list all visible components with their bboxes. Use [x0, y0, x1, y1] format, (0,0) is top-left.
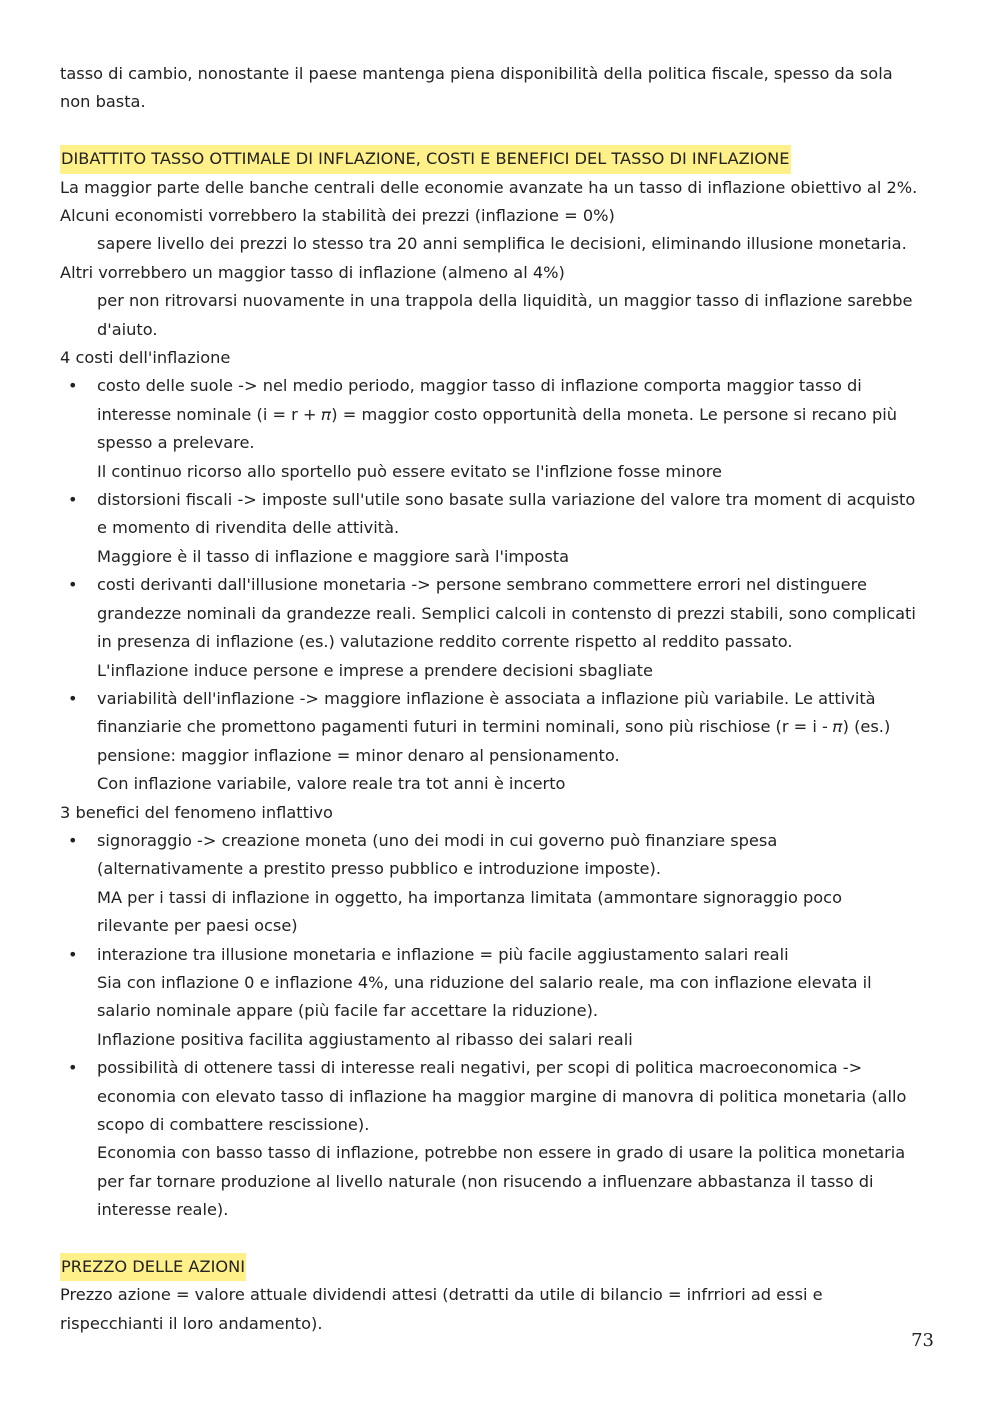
- list-item-line: costo delle suole -> nel medio periodo, maggior tasso di inflazione comporta maggior tasso di: [97, 376, 862, 396]
- list-item-line: grandezze nominali da grandezze reali. Semplici calcoli in contenstо di prezzi stabili, sono complicati: [97, 603, 916, 623]
- list-item-line: possibilità di ottenere tassi di interesse reali negativi, per scopi di politica macroeconomica ->: [97, 1058, 863, 1078]
- benefits-list: [60, 827, 940, 1225]
- list-item-line: interesse reale).: [97, 1200, 229, 1220]
- list-item-line: costi derivanti dall'illusione monetaria -> persone sembrano commettere errori nel distinguere: [97, 575, 867, 595]
- list-item-line: variabilità dell'inflazione -> maggiore inflazione è associata a inflazione più variabile. Le attività: [97, 688, 876, 708]
- paragraph: La maggior parte delle banche centrali delle economie avanzate ha un tasso di inflazione obiettivo al 2%.: [60, 177, 918, 197]
- paragraph-gap: [60, 117, 940, 145]
- list-item-line: MA per i tassi di inflazione in oggetto, ha importanza limitata (ammontare signoraggio poco: [97, 887, 842, 907]
- list-item-line: interesse nominale (i = r + 𝜋) = maggior costo opportunità della moneta. Le persone si recano più: [97, 404, 897, 424]
- list-item-line: Con inflazione variabile, valore reale tra tot anni è incerto: [97, 774, 566, 794]
- section-heading-wrapper: [60, 1253, 940, 1281]
- list-item: [60, 827, 940, 941]
- list-title-costs: 4 costi dell'inflazione: [60, 348, 231, 368]
- page-number: 73: [911, 1330, 934, 1351]
- indented-paragraph: per non ritrovarsi nuovamente in una trappola della liquidità, un maggior tasso di inflazione sarebbe: [97, 291, 913, 311]
- indented-paragraph: sapere livello dei prezzi lo stesso tra 20 anni semplifica le decisioni, eliminando illusione monetaria.: [97, 234, 907, 254]
- intro-line: tasso di cambio, nonostante il paese mantenga piena disponibilità della politica fiscale, spesso da sola: [60, 64, 893, 83]
- document-page: [60, 60, 940, 1338]
- bullet-icon: •: [68, 1058, 78, 1078]
- list-item-line: e momento di rivendita delle attività.: [97, 518, 400, 538]
- paragraph: Prezzo azione = valore attuale dividendi attesi (detratti da utile di bilancio = infrriori ad essi e: [60, 1285, 823, 1305]
- list-item-line: (alternativamente a prestito presso pubblico e introduzione imposte).: [97, 859, 661, 879]
- list-item-line: Maggiore è il tasso di inflazione e maggiore sarà l'imposta: [97, 546, 570, 566]
- section-heading-inflation: DIBATTITO TASSO OTTIMALE DI INFLAZIONE, COSTI E BENEFICI DEL TASSO DI INFLAZIONE: [60, 145, 791, 173]
- list-item-line: salario nominale appare (più facile far accettare la riduzione).: [97, 1001, 599, 1021]
- list-item-line: Economia con basso tasso di inflazione, potrebbe non essere in grado di usare la politica monetaria: [97, 1143, 906, 1163]
- list-title-benefits: 3 benefici del fenomeno inflattivo: [60, 802, 333, 822]
- paragraph: Altri vorrebbero un maggior tasso di inflazione (almeno al 4%): [60, 262, 565, 282]
- list-item-line: per far tornare produzione al livello naturale (non risucendo a influenzare abbastanza il tasso di: [97, 1171, 874, 1191]
- indented-paragraph: d'aiuto.: [97, 319, 158, 339]
- list-item-line: Inflazione positiva facilita aggiustamento al ribasso dei salari reali: [97, 1029, 633, 1049]
- list-item: [60, 372, 940, 486]
- section-heading-wrapper: [60, 145, 940, 173]
- list-item: [60, 486, 940, 571]
- list-item-line: in presenza di inflazione (es.) valutazione reddito corrente rispetto al reddito passato.: [97, 632, 793, 652]
- list-item-line: finanziarie che promettono pagamenti futuri in termini nominali, sono più rischiose (r = i - 𝜋) (es.): [97, 717, 891, 737]
- list-item-line: Sia con inflazione 0 e inflazione 4%, una riduzione del salario reale, ma con inflazione elevata il: [97, 972, 872, 992]
- bullet-icon: •: [68, 575, 78, 595]
- list-item-line: distorsioni fiscali -> imposte sull'utile sono basate sulla variazione del valore tra moment di acquisto: [97, 490, 916, 510]
- bullet-icon: •: [68, 830, 78, 850]
- list-item: [60, 1054, 940, 1224]
- bullet-icon: •: [68, 688, 78, 708]
- paragraph: Alcuni economisti vorrebbero la stabilità dei prezzi (inflazione = 0%): [60, 206, 615, 226]
- list-item-line: spesso a prelevare.: [97, 433, 255, 453]
- list-item: [60, 571, 940, 685]
- list-item-line: L'inflazione induce persone e imprese a prendere decisioni sbagliate: [97, 660, 653, 680]
- list-item-line: scopo di combattere rescissione).: [97, 1115, 370, 1135]
- list-item: [60, 941, 940, 1055]
- list-item-line: Il continuo ricorso allo sportello può essere evitato se l'inflzione fosse minore: [97, 461, 723, 481]
- costs-list: [60, 372, 940, 798]
- bullet-icon: •: [68, 490, 78, 510]
- list-item: [60, 685, 940, 799]
- list-item-line: signoraggio -> creazione moneta (uno dei modi in cui governo può finanziare spesa: [97, 830, 778, 850]
- intro-line: non basta.: [60, 92, 146, 112]
- bullet-icon: •: [68, 944, 78, 964]
- section-heading-stock-price: PREZZO DELLE AZIONI: [60, 1253, 246, 1281]
- paragraph: rispecchianti il loro andamento).: [60, 1313, 323, 1333]
- list-item-line: interazione tra illusione monetaria e inflazione = più facile aggiustamento salari reali: [97, 944, 789, 964]
- list-item-line: rilevante per paesi ocse): [97, 916, 298, 936]
- list-item-line: economia con elevato tasso di inflazione ha maggior margine di manovra di politica monetaria (allo: [97, 1086, 907, 1106]
- paragraph-gap: [60, 1225, 940, 1253]
- list-item-line: pensione: maggior inflazione = minor denaro al pensionamento.: [97, 745, 620, 765]
- bullet-icon: •: [68, 376, 78, 396]
